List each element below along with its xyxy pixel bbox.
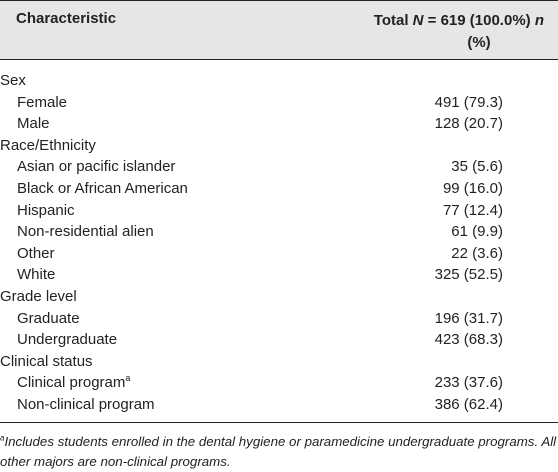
row-label bbox=[17, 200, 75, 222]
row-label-text: Clinical status bbox=[0, 352, 93, 370]
row-value: 491 (79.3) bbox=[434, 93, 503, 111]
row-value: 386 (62.4) bbox=[434, 395, 503, 413]
row-value: 233 (37.6) bbox=[434, 374, 503, 392]
row-label bbox=[17, 243, 55, 265]
table-header bbox=[0, 1, 558, 59]
footnote-text: Includes students enrolled in the dental hygiene or paramedicine undergraduate programs. All other majors are non-clinical programs. bbox=[0, 433, 557, 469]
row-value: 77 (12.4) bbox=[442, 201, 503, 219]
row-label-text: Sex bbox=[0, 72, 26, 89]
row-label-text: Graduate bbox=[17, 309, 80, 327]
row-label bbox=[17, 308, 80, 330]
table-row bbox=[0, 200, 558, 222]
table-row bbox=[0, 329, 558, 351]
table-row bbox=[0, 178, 558, 200]
row-label bbox=[17, 92, 67, 114]
row-label bbox=[17, 329, 117, 351]
header-characteristic: Characteristic bbox=[16, 10, 117, 27]
footnote-ref: a bbox=[125, 373, 131, 384]
row-value: 196 (31.7) bbox=[434, 309, 503, 327]
row-label bbox=[0, 135, 96, 157]
header-total-N: N bbox=[412, 12, 424, 29]
table-group-row bbox=[0, 286, 558, 308]
row-label-text: Asian or pacific islander bbox=[17, 158, 176, 176]
table-body bbox=[0, 60, 558, 422]
table-row bbox=[0, 243, 558, 265]
header-total-n: n bbox=[534, 12, 544, 29]
row-label bbox=[0, 70, 26, 92]
row-label bbox=[17, 178, 188, 200]
header-total bbox=[344, 10, 544, 54]
table-row bbox=[0, 308, 558, 330]
row-label bbox=[0, 351, 93, 373]
row-label-text: Grade level bbox=[0, 287, 77, 305]
row-label-text: Female bbox=[17, 93, 68, 111]
table-row bbox=[0, 156, 558, 178]
row-label bbox=[0, 286, 77, 308]
row-label-text: White bbox=[17, 266, 56, 284]
row-label-text: Hispanic bbox=[17, 201, 75, 219]
row-value: 22 (3.6) bbox=[451, 244, 503, 262]
row-label bbox=[17, 394, 155, 416]
row-label bbox=[17, 372, 130, 394]
row-value: 128 (20.7) bbox=[434, 115, 503, 133]
table-row bbox=[0, 264, 558, 286]
row-label-text: Other bbox=[17, 244, 55, 262]
row-label-text: Non-clinical program bbox=[17, 395, 155, 413]
table-row bbox=[0, 394, 558, 416]
row-label-text: Undergraduate bbox=[17, 331, 118, 349]
table-group-row bbox=[0, 135, 558, 157]
row-label bbox=[17, 156, 175, 178]
row-label-text: Male bbox=[17, 115, 50, 133]
table-group-row bbox=[0, 351, 558, 373]
footnote-marker: a bbox=[0, 433, 5, 443]
row-value: 325 (52.5) bbox=[434, 266, 503, 284]
table-footnote bbox=[0, 423, 558, 472]
table-row bbox=[0, 92, 558, 114]
row-value: 35 (5.6) bbox=[451, 158, 503, 176]
header-total-line2: (%) bbox=[467, 34, 491, 51]
table-row bbox=[0, 372, 558, 394]
header-total-prefix: Total bbox=[373, 12, 413, 29]
row-label-text: Race/Ethnicity bbox=[0, 136, 96, 154]
table-row bbox=[0, 221, 558, 243]
row-value: 423 (68.3) bbox=[434, 331, 503, 349]
row-label bbox=[17, 264, 55, 286]
row-label bbox=[17, 221, 154, 243]
row-label-text: Clinical program bbox=[17, 374, 126, 392]
row-label-text: Black or African American bbox=[17, 179, 188, 197]
row-label-text: Non-residential alien bbox=[17, 223, 154, 241]
table-row bbox=[0, 113, 558, 135]
table-group-row bbox=[0, 70, 558, 92]
row-value: 61 (9.9) bbox=[451, 223, 503, 241]
header-total-mid: = 619 (100.0%) bbox=[423, 12, 535, 29]
row-value: 99 (16.0) bbox=[442, 179, 503, 197]
row-label bbox=[17, 113, 50, 135]
